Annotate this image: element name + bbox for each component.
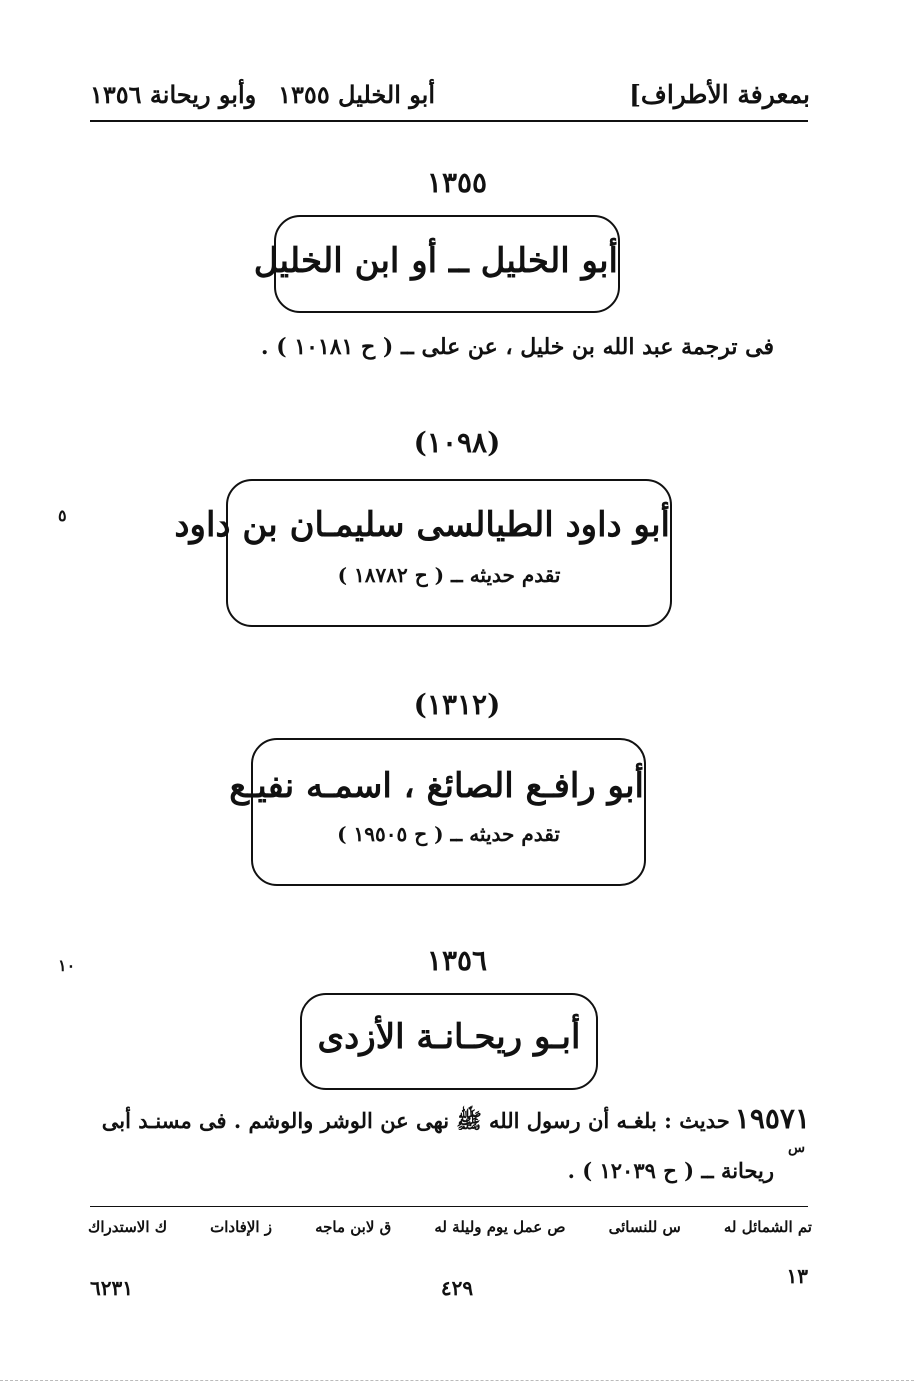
hadith-line-2: ريحانة ــ ( ح ١٢٠٣٩ ) . — [567, 1158, 774, 1183]
footer-ref: ق لابن ماجه — [315, 1218, 392, 1236]
hadith-line-1 — [102, 1102, 810, 1139]
margin-number-5: ٥ — [58, 506, 67, 525]
entry-number-1355: ١٣٥٥ — [426, 166, 488, 199]
entry-number-1312: (١٣١٢) — [413, 688, 501, 721]
margin-number-10: ١٠ — [58, 956, 76, 975]
running-subtitle-a: أبو الخليل ١٣٥٥ — [278, 80, 435, 109]
entry-note: فى ترجمة عبد الله بن خليل ، عن على ــ ( ح ١٠١٨١ ) . — [260, 334, 774, 360]
entry-cross-ref: تقدم حديثه ــ ( ح ١٩٥٠٥ ) — [337, 822, 560, 846]
header-rule — [90, 120, 808, 122]
footer-ref: س للنسائى — [608, 1218, 681, 1236]
footer-rule — [90, 1206, 808, 1207]
entry-name: أبو الخليل ــ أو ابن الخليل — [253, 241, 618, 281]
hadith-number: ١٩٥٧١ — [734, 1102, 810, 1135]
running-title: بمعرفة الأطراف] — [629, 80, 810, 109]
footer-ref: تم الشمائل له — [723, 1218, 812, 1236]
entry-box-1312 — [229, 738, 646, 886]
hadith-text: حديث : بلغـه أن رسول الله ﷺ نهى عن الوشر والوشم . فى مسنـد أبى — [101, 1108, 730, 1133]
footer-ref: ص عمل يوم وليلة له — [434, 1218, 566, 1236]
running-subtitle — [90, 80, 435, 109]
entry-cross-ref: تقدم حديثه ــ ( ح ١٨٧٨٢ ) — [337, 563, 561, 587]
page-number-left: ٦٢٣١ — [90, 1276, 133, 1300]
running-subtitle-b: وأبو ريحانة ١٣٥٦ — [90, 80, 257, 109]
entry-box-1356 — [300, 993, 598, 1090]
scan-edge — [0, 1380, 914, 1381]
footer-refs — [88, 1218, 812, 1242]
entry-box-1355 — [253, 215, 620, 313]
hadith-marker: س — [788, 1140, 806, 1156]
entry-number-1356: ١٣٥٦ — [426, 944, 488, 977]
entry-name: أبو داود الطيالسى سليمـان بن داود — [174, 505, 670, 545]
entry-name: أبو رافـع الصائغ ، اسمـه نفيـع — [229, 766, 644, 806]
entry-name: أبـو ريحـانـة الأزدى — [317, 1017, 581, 1057]
entry-number-1098: (١٠٩٨) — [413, 426, 501, 459]
footer-ref: ك الاستدراك — [88, 1218, 168, 1236]
page-number-right: ١٣ — [786, 1264, 808, 1288]
entry-box-1098 — [174, 479, 672, 627]
footer-ref: ز الإفادات — [210, 1218, 273, 1236]
page-number-center: ٤٢٩ — [440, 1276, 474, 1300]
